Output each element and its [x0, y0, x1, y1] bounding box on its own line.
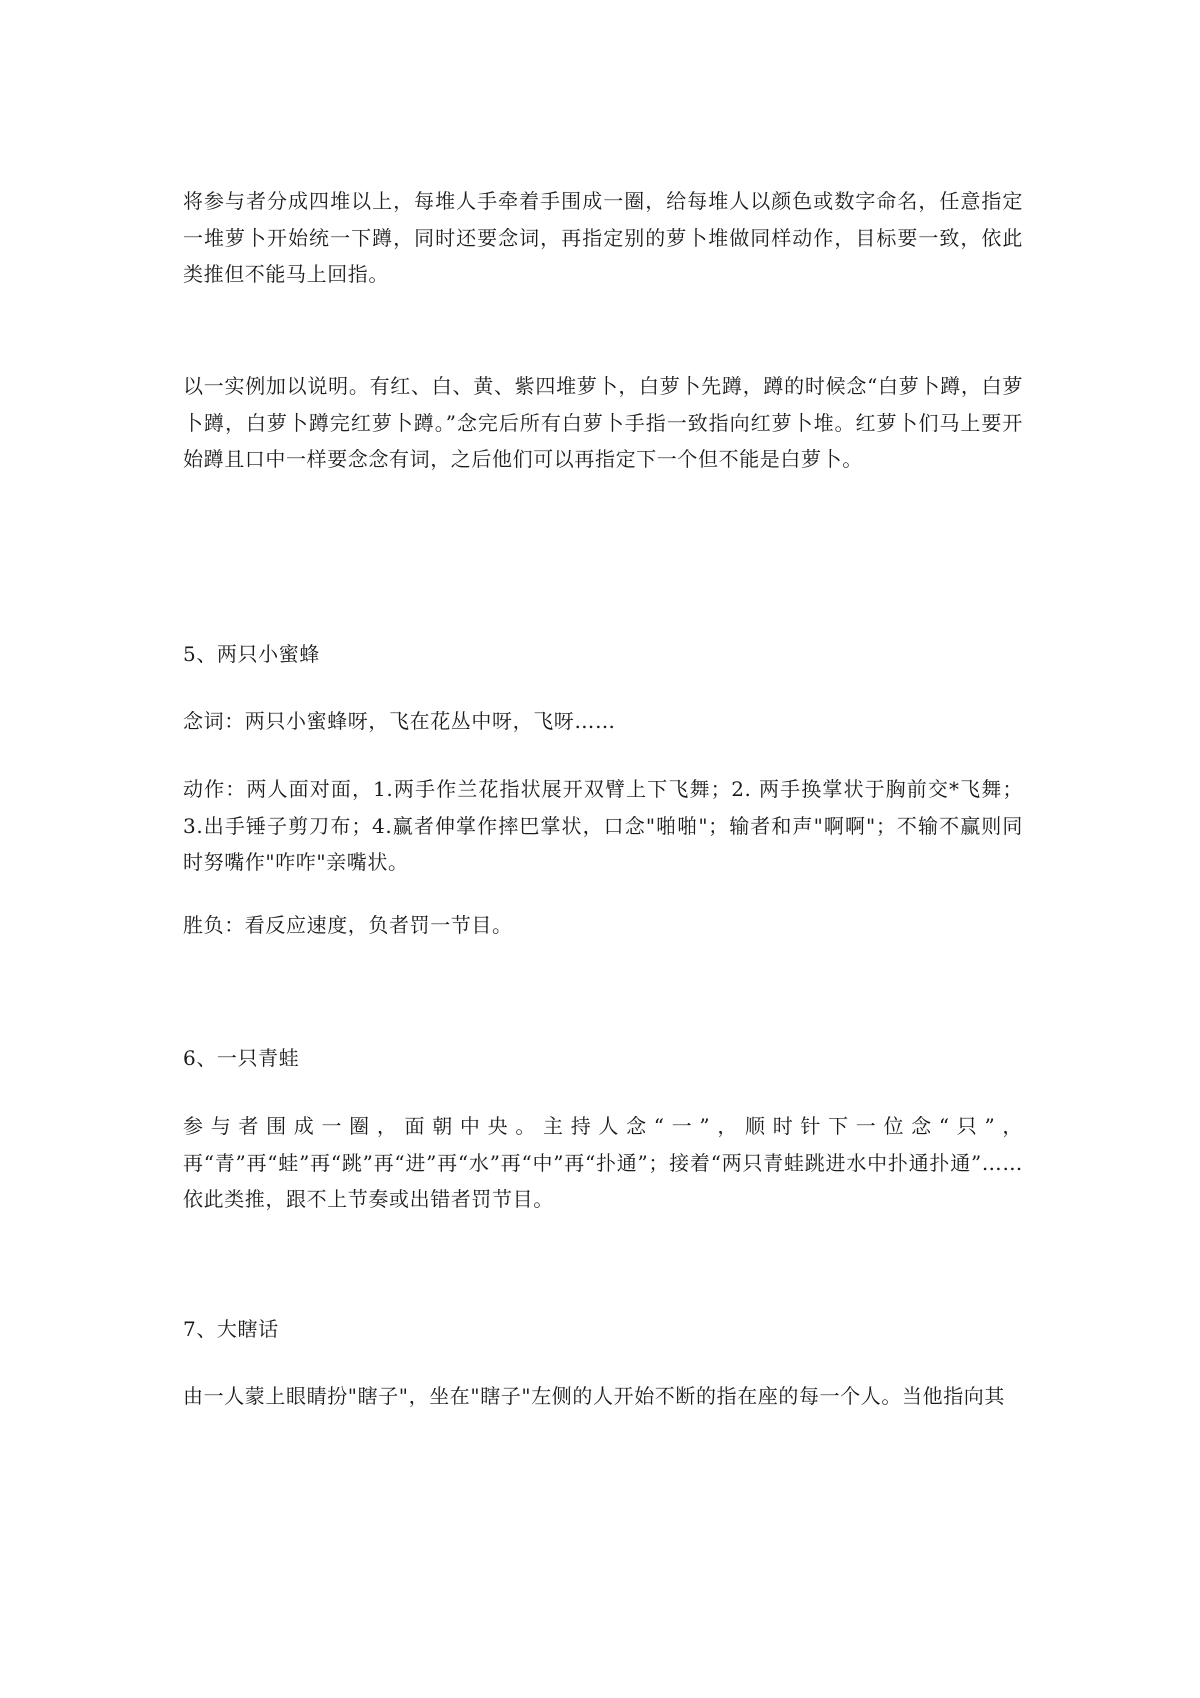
paragraph-radish-example: 以一实例加以说明。有红、白、黄、紫四堆萝卜，白萝卜先蹲，蹲的时候念“白萝卜蹲，白萝卜蹲，白萝卜蹲完红萝卜蹲。”念完后所有白萝卜手指一致指向红萝卜堆。红萝卜们马上要开始蹲且口中一样要念念有词，之后他们可以再指定下一个但不能是白萝卜。: [183, 374, 1023, 471]
section-heading-two-bees: 5、两只小蜜蜂: [183, 642, 320, 666]
section-heading-big-lie: 7、大瞎话: [183, 1317, 279, 1341]
paragraph-bees-chant: 念词：两只小蜜蜂呀，飞在花丛中呀，飞呀……: [183, 709, 616, 733]
paragraph-bees-result: 胜负：看反应速度，负者罚一节目。: [183, 913, 513, 937]
paragraph-frog-rules: 参与者围成一圈，面朝中央。主持人念“一”，顺时针下一位念“只”，再“青”再“蛙”再“跳”再“进”再“水”再“中”再“扑通”；接着“两只青蛙跳进水中扑通扑通”……依此类推，跟不上节奏或出错者罚节目。: [183, 1114, 1023, 1211]
section-heading-one-frog: 6、一只青蛙: [183, 1046, 300, 1070]
paragraph-big-lie-rules: 由一人蒙上眼睛扮"瞎子"，坐在"瞎子"左侧的人开始不断的指在座的每一个人。当他指向其: [183, 1384, 1005, 1408]
paragraph-radish-rules: 将参与者分成四堆以上，每堆人手牵着手围成一圈，给每堆人以颜色或数字命名，任意指定一堆萝卜开始统一下蹲，同时还要念词，再指定别的萝卜堆做同样动作，目标要一致，依此类推但不能马上回指。: [183, 189, 1023, 286]
paragraph-bees-actions: 动作：两人面对面，1.两手作兰花指状展开双臂上下飞舞；2. 两手换掌状于胸前交*飞舞；3.出手锤子剪刀布；4.赢者伸掌作摔巴掌状，口念"啪啪"；输者和声"啊啊"；不输不赢则同时努嘴作"咋咋"亲嘴状。: [183, 777, 1023, 874]
